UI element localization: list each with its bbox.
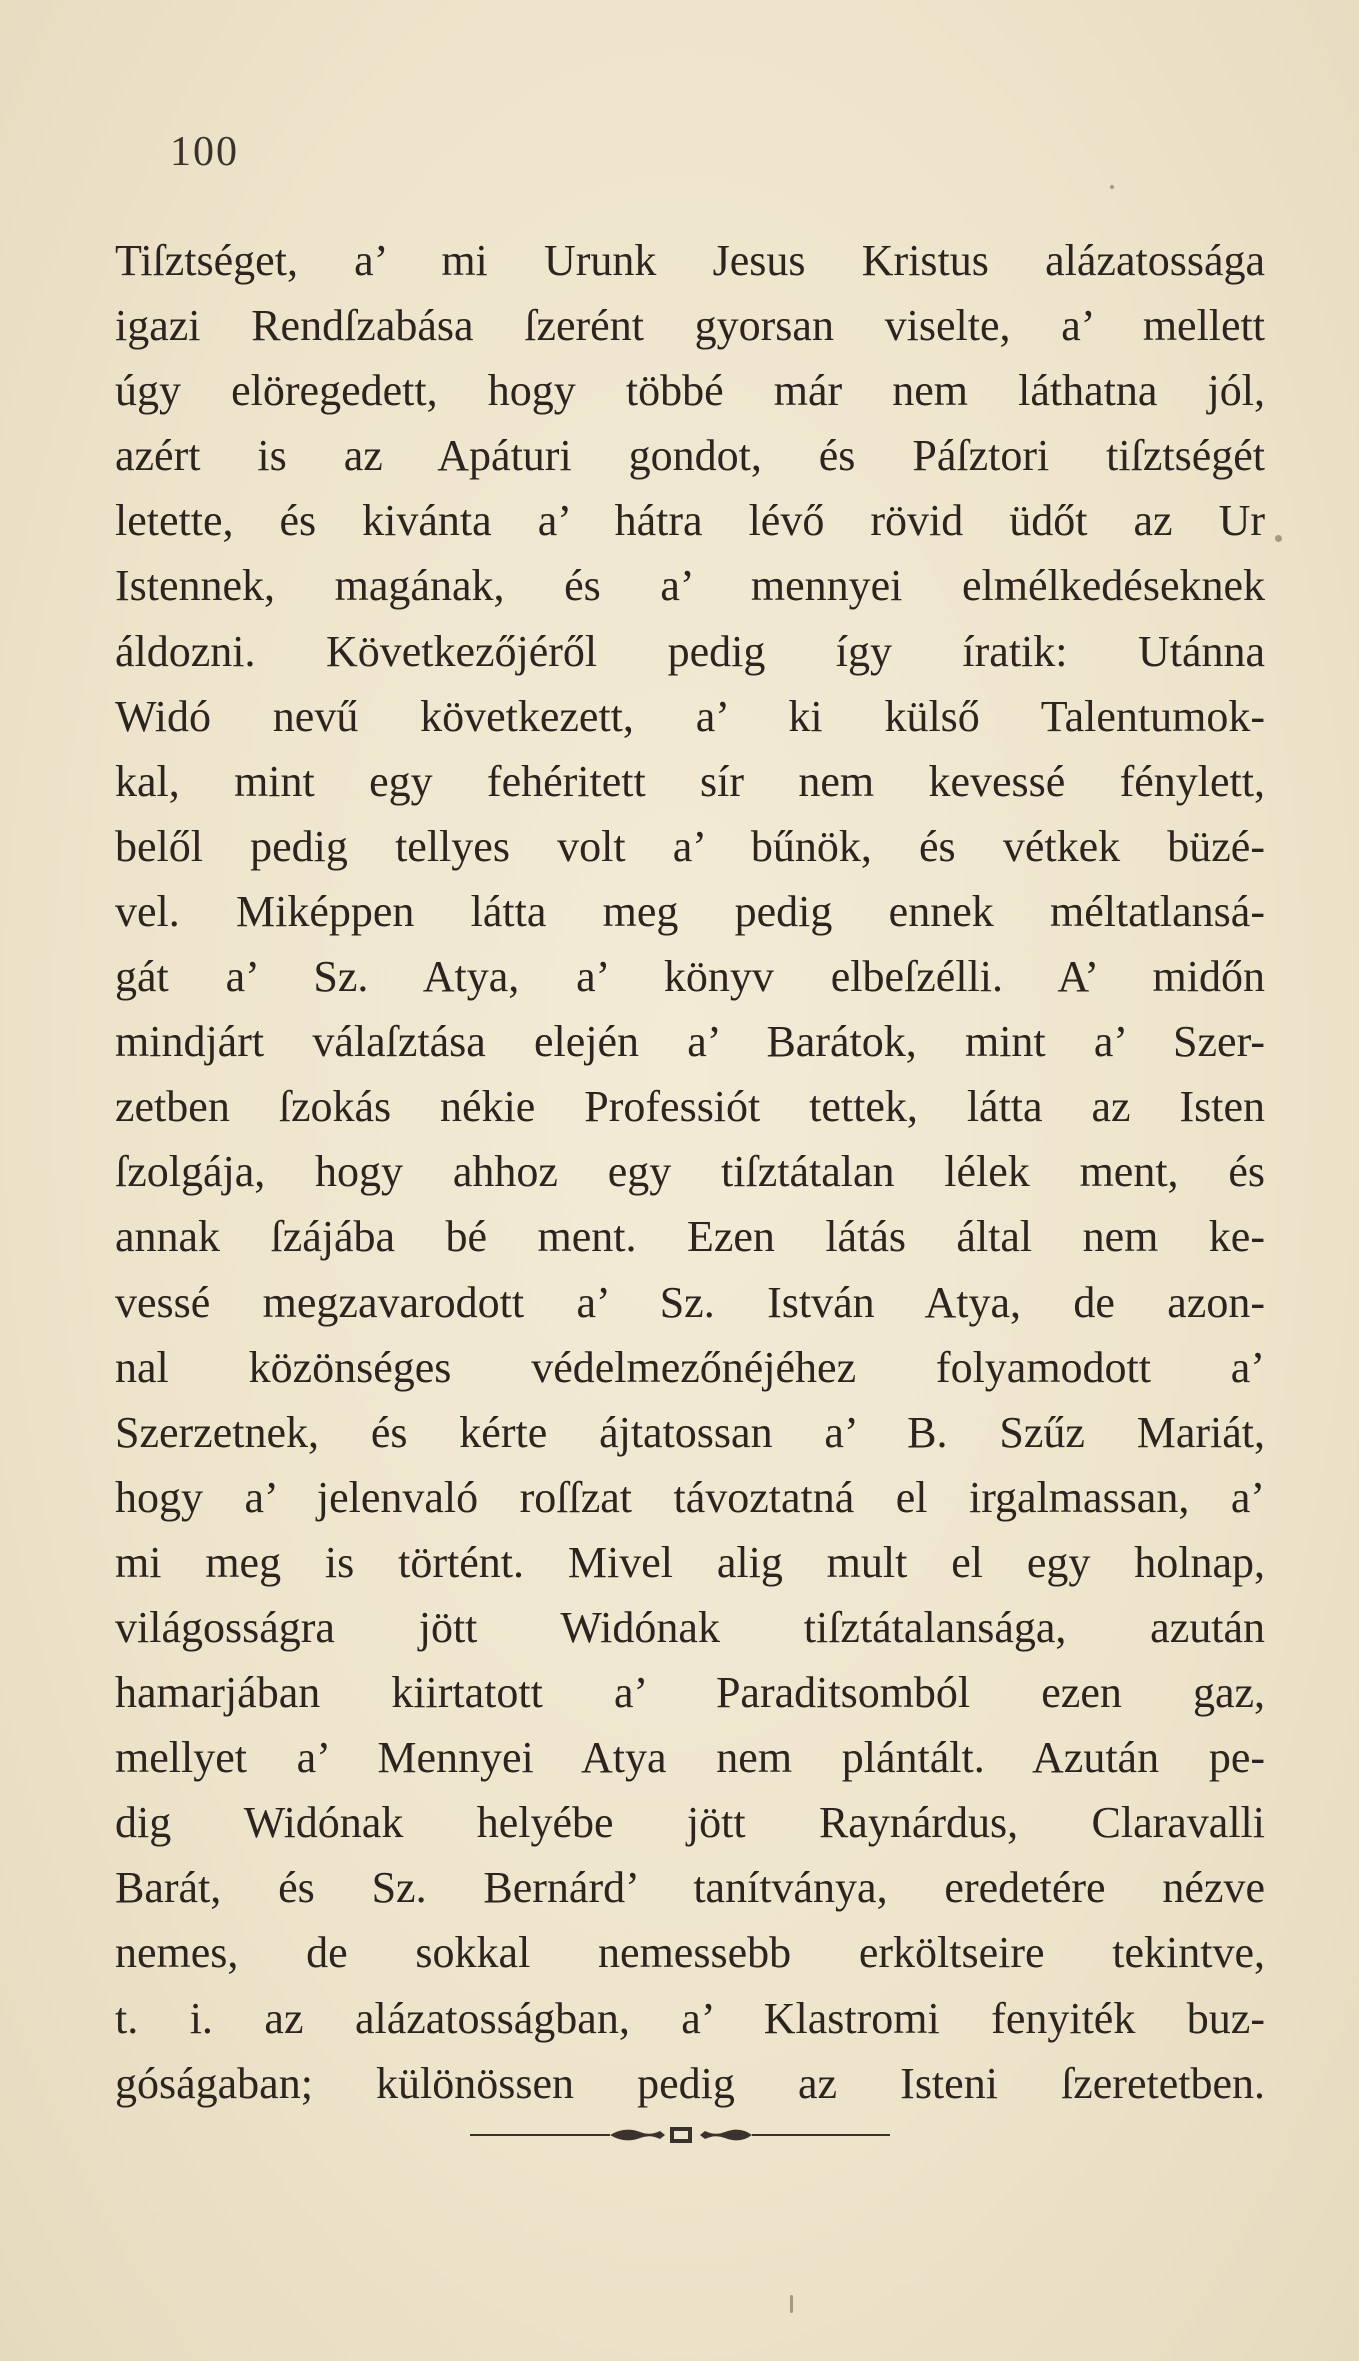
text-line-27: nemes, de sokkal nemessebb erköltseire tekintve, (115, 1928, 1265, 1978)
text-line-22: világosságra jött Widónak tiſztátalansága, azután (115, 1602, 1265, 1652)
text-line-13: mindjárt válaſztása elején a’ Barátok, mint a’ Szer- (115, 1017, 1265, 1067)
ornament-flourish-right (700, 2130, 752, 2141)
ornament-flourish-left (610, 2130, 665, 2141)
text-line-21: mi meg is történt. Mivel alig mult el egy holnap, (115, 1537, 1265, 1587)
text-line-25: dig Widónak helyébe jött Raynárdus, Claravalli (115, 1798, 1265, 1848)
text-line-1: Tiſztséget, a’ mi Urunk Jesus Kristus alázatossága (115, 236, 1265, 285)
text-line-29: góságaban; különössen pedig az Isteni ſzeretetben. (115, 2058, 1265, 2108)
text-line-10: belől pedig tellyes volt a’ bűnök, és vétkek büzé- (115, 821, 1265, 871)
text-line-28: t. i. az alázatosságban, a’ Klastromi fenyiték buz- (115, 1993, 1265, 2043)
text-line-9: kal, mint egy fehéritett sír nem kevessé fénylett, (115, 756, 1265, 806)
text-line-2: igazi Rendſzabása ſzerént gyorsan viselte, a’ mellett (115, 301, 1265, 351)
text-line-18: nal közönséges védelmezőnéjéhez folyamodott a’ (115, 1342, 1265, 1392)
body-text (115, 228, 1265, 2116)
text-line-20: hogy a’ jelenvaló roſſzat távoztatná el irgalmassan, a’ (115, 1472, 1265, 1522)
text-line-5: letette, és kivánta a’ hátra lévő rövid üdőt az Ur (115, 496, 1265, 546)
text-line-24: mellyet a’ Mennyei Atya nem plántált. Azután pe- (115, 1733, 1265, 1783)
text-line-15: ſzolgája, hogy ahhoz egy tiſztátalan lélek ment, és (115, 1147, 1265, 1197)
text-line-4: azért is az Apáturi gondot, és Páſztori tiſztségét (115, 431, 1265, 481)
tailpiece-ornament (460, 2120, 900, 2150)
text-line-8: Widó nevű következett, a’ ki külső Talentumok- (115, 691, 1265, 741)
text-line-16: annak ſzájába bé ment. Ezen látás által nem ke- (115, 1212, 1265, 1262)
page-number: 100 (170, 129, 239, 175)
text-line-23: hamarjában kiirtatott a’ Paraditsomból ezen gaz, (115, 1668, 1265, 1718)
text-line-19: Szerzetnek, és kérte ájtatossan a’ B. Szűz Mariát, (115, 1407, 1265, 1457)
text-line-6: Istennek, magának, és a’ mennyei elmélkedéseknek (115, 561, 1265, 611)
text-line-7: áldozni. Következőjéről pedig így íratik: Utánna (115, 626, 1265, 676)
text-line-12: gát a’ Sz. Atya, a’ könyv elbeſzélli. A’ midőn (115, 952, 1265, 1002)
text-line-14: zetben ſzokás nékie Professiót tettek, látta az Isten (115, 1082, 1265, 1132)
text-line-26: Barát, és Sz. Bernárd’ tanítványa, eredetére nézve (115, 1863, 1265, 1913)
text-line-11: vel. Miképpen látta meg pedig ennek méltatlansá- (115, 886, 1265, 936)
text-line-3: úgy elöregedett, hogy többé már nem láthatna jól, (115, 366, 1265, 416)
text-line-17: vessé megzavarodott a’ Sz. István Atya, de azon- (115, 1277, 1265, 1327)
